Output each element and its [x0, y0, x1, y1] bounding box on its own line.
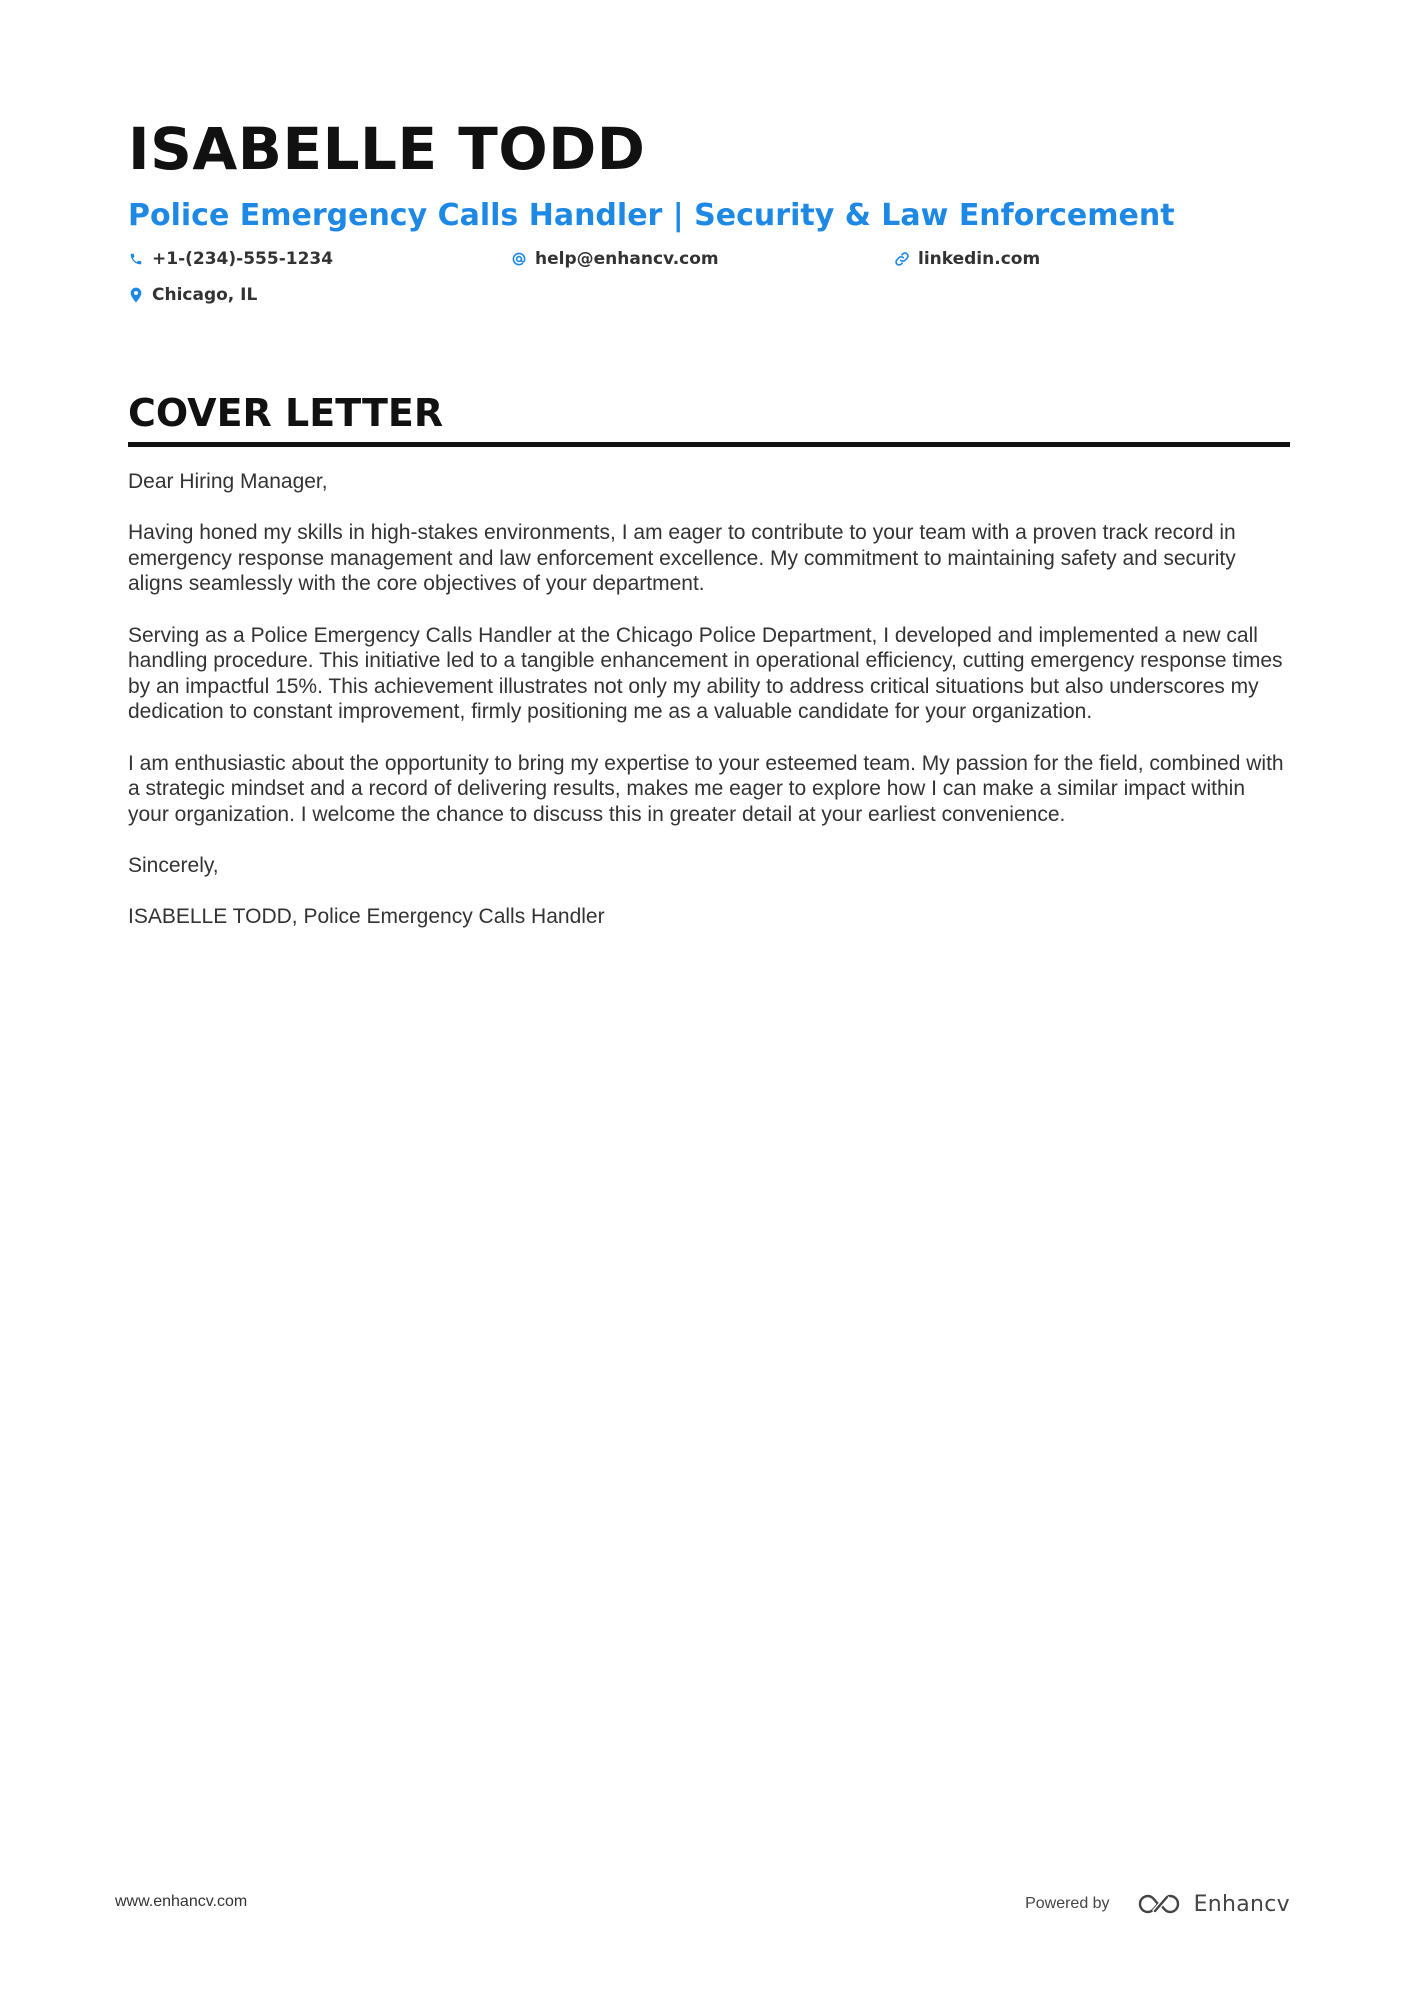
phone-icon	[128, 251, 144, 267]
letter-greeting: Dear Hiring Manager,	[128, 470, 328, 493]
letter-paragraph: Having honed my skills in high-stakes environments, I am eager to contribute to your team with a proven track record in emergency response management and law enforcement excellence. My commitment to maintaining safety and security aligns seamlessly with the core objectives of your department.	[128, 521, 1236, 596]
letter-paragraph: Serving as a Police Emergency Calls Handler at the Chicago Police Department, I developed and implemented a new call handling procedure. This initiative led to a tangible enhancement in operational efficiency, cutting emergency response times by an impactful 15%. This achievement illustrates not only my ability to address critical situations but also underscores my dedication to constant improvement, firmly positioning me as a valuable candidate for your organization.	[128, 623, 1283, 724]
letter-paragraph: I am enthusiastic about the opportunity to bring my expertise to your esteemed team. My passion for the field, combined with a strategic mindset and a record of delivering results, makes me eager to explore how I can make a similar impact within your organization. I welcome the chance to discuss this in greater detail at your earliest convenience.	[128, 751, 1284, 826]
candidate-name: ISABELLE TODD	[128, 115, 646, 183]
contact-phone[interactable]	[128, 244, 511, 274]
powered-by-label: Powered by	[1025, 1895, 1110, 1912]
letter-signature: ISABELLE TODD, Police Emergency Calls Handler	[128, 905, 605, 929]
letter-closing: Sincerely,	[128, 853, 219, 877]
contact-phone-text: +1-(234)-555-1234	[152, 249, 334, 269]
letter-body	[128, 469, 1290, 930]
brand-name: Enhancv	[1193, 1891, 1290, 1917]
footer-website[interactable]: www.enhancv.com	[115, 1893, 248, 1910]
section-title: COVER LETTER	[128, 388, 1290, 447]
location-pin-icon	[128, 287, 144, 303]
contact-linkedin[interactable]	[894, 244, 1277, 274]
contact-info	[128, 244, 1290, 310]
contact-email[interactable]	[511, 244, 894, 274]
contact-linkedin-text: linkedin.com	[918, 249, 1041, 269]
document-page	[128, 108, 1290, 955]
contact-email-text: help@enhancv.com	[535, 249, 719, 269]
at-icon	[511, 251, 527, 267]
contact-location-text: Chicago, IL	[152, 285, 258, 305]
contact-location	[128, 280, 511, 310]
enhancv-logo-icon	[1136, 1891, 1182, 1917]
footer-branding	[1025, 1880, 1290, 1928]
link-icon	[894, 251, 910, 267]
candidate-headline: Police Emergency Calls Handler | Security & Law Enforcement	[128, 198, 1175, 233]
